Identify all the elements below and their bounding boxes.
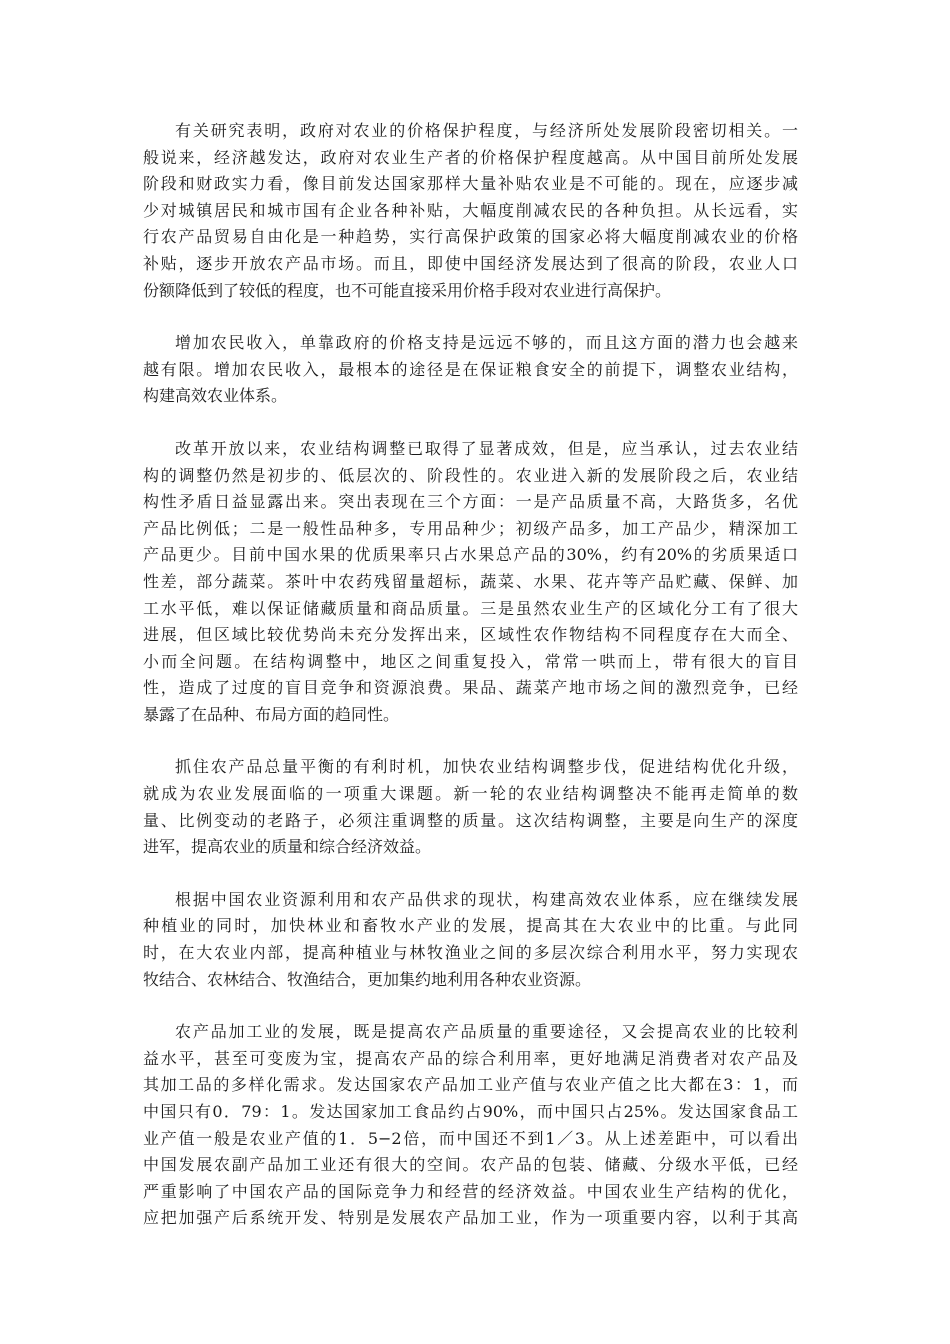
text-line: 根据中国农业资源利用和农产品供求的现状，构建高效农业体系，应在继续发展 [175,889,798,909]
paragraph-price-protection [143,118,798,304]
text-line: 改革开放以来，农业结构调整已取得了显著成效，但是，应当承认，过去农业结 [175,438,798,458]
text-line: 种植业的同时，加快林业和畜牧水产业的发展，提高其在大农业中的比重。与此同 [143,916,798,936]
text-line: 构建高效农业体系。 [143,386,288,406]
text-line: 量、比例变动的老路子，必须注重调整的质量。这次结构调整，主要是向生产的深度 [143,810,798,830]
text-line: 益水平，甚至可变废为宝，提高农产品的综合利用率，更好地满足消费者对农产品及 [143,1048,798,1068]
text-line: 中国只有0．79：1。发达国家加工食品约占90%，而中国只占25%。发达国家食品工 [143,1102,798,1121]
text-line: 抓住农产品总量平衡的有利时机，加快农业结构调整步伐，促进结构优化升级， [175,757,798,777]
paragraph-processing-industry [143,1019,798,1232]
text-line: 进展，但区域比较优势尚未充分发挥出来，区域性农作物结构不同程度存在大而全、 [143,625,798,645]
text-line: 工水平低，难以保证储藏质量和商品质量。三是虽然农业生产的区域化分工有了很大 [143,598,798,618]
text-line: 应把加强产后系统开发、特别是发展农产品加工业，作为一项重要内容，以利于其高 [143,1208,798,1228]
text-line: 中国发展农副产品加工业还有很大的空间。农产品的包装、储藏、分级水平低，已经 [143,1155,798,1175]
text-line: 阶段和财政实力看，像目前发达国家那样大量补贴农业是不可能的。现在，应逐步减 [143,174,798,194]
text-line: 性，造成了过度的盲目竞争和资源浪费。果品、蔬菜产地市场之间的激烈竞争，已经 [143,678,798,698]
text-line: 有关研究表明，政府对农业的价格保护程度，与经济所处发展阶段密切相关。一 [175,121,798,140]
text-line: 农产品加工业的发展，既是提高农产品质量的重要途径，又会提高农业的比较利 [175,1022,798,1042]
text-line: 增加农民收入，单靠政府的价格支持是远远不够的，而且这方面的潜力也会越来 [175,333,798,353]
text-line: 构性矛盾日益显露出来。突出表现在三个方面：一是产品质量不高，大路货多，名优 [143,492,798,512]
text-line: 时，在大农业内部，提高种植业与林牧渔业之间的多层次综合利用水平，努力实现农 [143,943,798,963]
text-line: 越有限。增加农民收入，最根本的途径是在保证粮食安全的前提下，调整农业结构， [143,359,798,379]
text-line: 补贴，逐步开放农产品市场。而且，即使中国经济发展达到了很高的阶段，农业人口 [143,253,798,273]
text-line: 行农产品贸易自由化是一种趋势，实行高保护政策的国家必将大幅度削减农业的价格 [143,227,798,247]
text-line: 产品更少。目前中国水果的优质果率只占水果总产品的30%，约有20%的劣质果适口 [143,545,798,565]
text-line: 般说来，经济越发达，政府对农业生产者的价格保护程度越高。从中国目前所处发展 [143,147,798,167]
text-line: 小而全问题。在结构调整中，地区之间重复投入，常常一哄而上，带有很大的盲目 [143,651,798,671]
text-line: 暴露了在品种、布局方面的趋同性。 [143,704,400,724]
text-line: 少对城镇居民和城市国有企业各种补贴，大幅度削减农民的各种负担。从长远看，实 [143,200,798,220]
text-line: 严重影响了中国农产品的国际竞争力和经营的经济效益。中国农业生产结构的优化， [143,1181,798,1201]
paragraph-farmer-income [143,330,798,410]
text-line: 进军，提高农业的质量和综合经济效益。 [143,837,432,857]
text-line: 牧结合、农林结合、牧渔结合，更加集约地利用各种农业资源。 [143,969,592,989]
text-line: 就成为农业发展面临的一项重大课题。新一轮的农业结构调整决不能再走简单的数 [143,784,798,804]
paragraph-efficient-agriculture [143,887,798,993]
text-line: 构的调整仍然是初步的、低层次的、阶段性的。农业进入新的发展阶段之后，农业结 [143,465,798,485]
paragraph-optimization [143,754,798,860]
text-line: 性差，部分蔬菜。茶叶中农药残留量超标，蔬菜、水果、花卉等产品贮藏、保鲜、加 [143,571,798,591]
text-line: 其加工品的多样化需求。发达国家农产品加工业产值与农业产值之比大都在3：1，而 [143,1075,798,1095]
text-line: 份额降低到了较低的程度，也不可能直接采用价格手段对农业进行高保护。 [143,280,672,300]
document-body [143,118,798,1258]
text-line: 产品比例低；二是一般性品种多，专用品种少；初级产品多，加工产品少，精深加工 [143,518,798,538]
paragraph-structural-adjustment [143,436,798,729]
text-line: 业产值一般是农业产值的1．5−2倍，而中国还不到1／3。从上述差距中，可以看出 [143,1128,798,1148]
